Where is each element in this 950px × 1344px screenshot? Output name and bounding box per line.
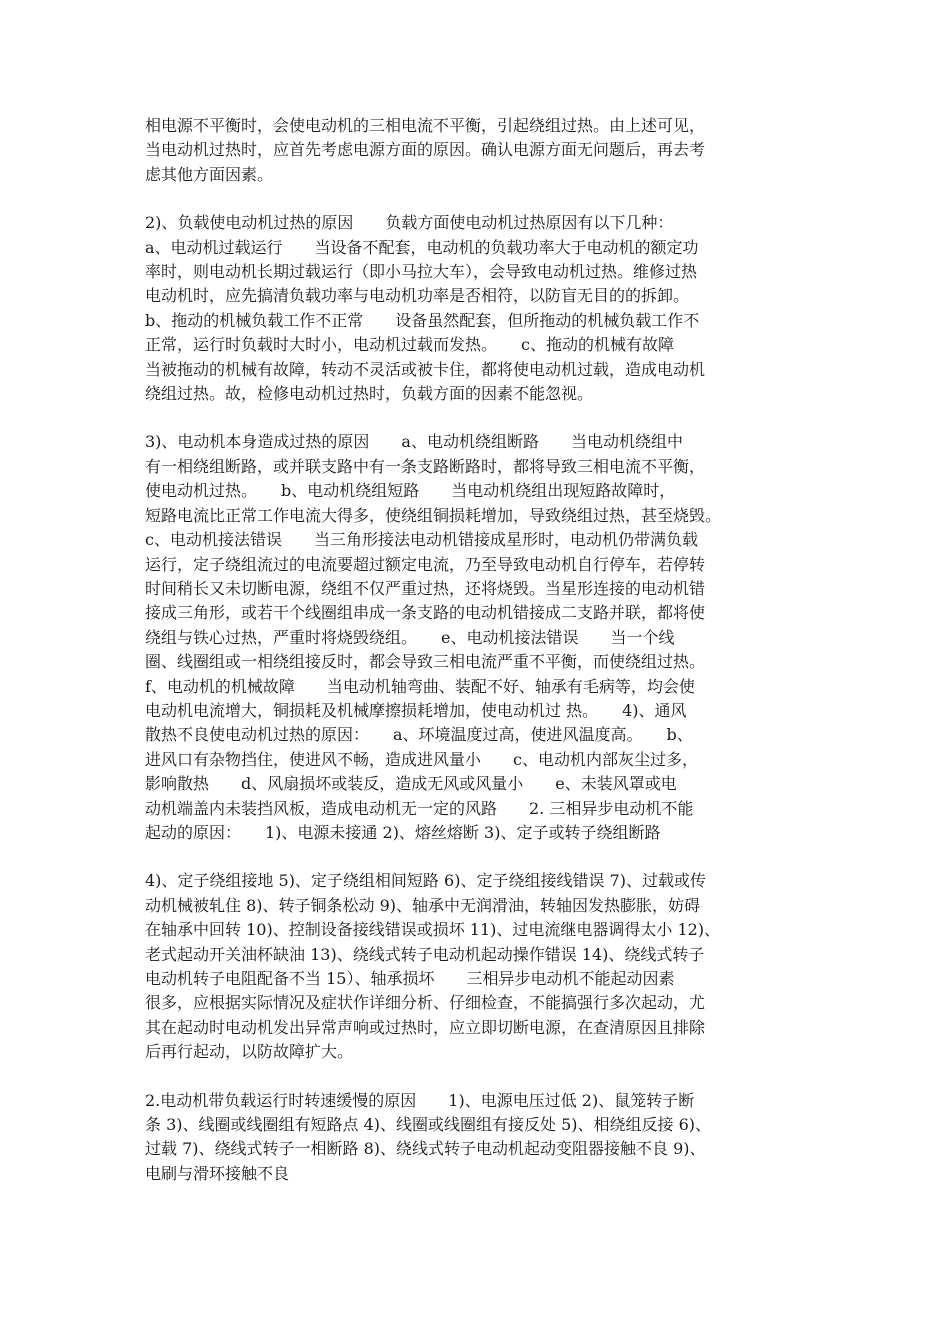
text-line: 绕组与铁心过热，严重时将烧毁绕组。 e、电动机接法错误 当一个线 bbox=[145, 627, 675, 647]
text-line: 3)、电动机本身造成过热的原因 a、电动机绕组断路 当电动机绕组中 bbox=[145, 432, 683, 452]
text-line: 后再行起动，以防故障扩大。 bbox=[145, 1042, 354, 1062]
text-line: 相电源不平衡时，会使电动机的三相电流不平衡，引起绕组过热。由上述可见， bbox=[145, 116, 706, 135]
text-line: 在轴承中回转 10)、控制设备接线错误或损坏 11)、过电流继电器调得太小 12)、 bbox=[145, 920, 721, 940]
text-line: 运行，定子绕组流过的电流要超过额定电流，乃至导致电动机自行停车，若停转 bbox=[145, 554, 706, 574]
text-line: 短路电流比正常工作电流大得多，使绕组铜损耗增加，导致绕组过热，甚至烧毁。 bbox=[145, 505, 722, 525]
text-line: b、拖动的机械负载工作不正常 设备虽然配套，但所拖动的机械负载工作不 bbox=[145, 310, 700, 330]
text-line: c、电动机接法错误 当三角形接法电动机错接成星形时，电动机仍带满负载 bbox=[145, 530, 698, 550]
text-line: 很多，应根据实际情况及症状作详细分析、仔细检查，不能搞强行多次起动，尤 bbox=[145, 993, 706, 1013]
paragraph-4 bbox=[145, 869, 809, 1064]
text-line: 时间稍长又未切断电源，绕组不仅严重过热，还将烧毁。当星形连接的电动机错 bbox=[145, 578, 706, 598]
text-line: 绕组过热。故，检修电动机过热时，负载方面的因素不能忽视。 bbox=[145, 384, 594, 404]
text-line: 其在起动时电动机发出异常声响或过热时，应立即切断电源，在查清原因且排除 bbox=[145, 1017, 706, 1037]
text-line: 起动的原因： 1)、电源未接通 2)、熔丝熔断 3)、定子或转子绕组断路 bbox=[145, 822, 661, 842]
text-line: 电动机电流增大，铜损耗及机械摩擦损耗增加，使电动机过 热。 4)、通风 bbox=[145, 700, 687, 720]
text-line: 2)、负载使电动机过热的原因 负载方面使电动机过热原因有以下几种： bbox=[145, 213, 674, 233]
text-line: 动机械被轧住 8)、转子铜条松动 9)、轴承中无润滑油，转轴因发热膨胀，妨碍 bbox=[145, 895, 701, 915]
text-line: f、电动机的机械故障 当电动机轴弯曲、装配不好、轴承有毛病等，均会使 bbox=[145, 676, 695, 696]
document-page bbox=[145, 114, 809, 1210]
text-line: 条 3)、线圈或线圈组有短路点 4)、线圈或线圈组有接反处 5)、相绕组反接 6)、 bbox=[145, 1115, 712, 1135]
text-line: 电动机时，应先搞清负载功率与电动机功率是否相符，以防盲无目的的拆卸。 bbox=[145, 286, 690, 306]
text-line: 2.电动机带负载运行时转速缓慢的原因 1)、电源电压过低 2)、鼠笼转子断 bbox=[145, 1090, 695, 1110]
text-line: 当被拖动的机械有故障，转动不灵活或被卡住，都将使电动机过载，造成电动机 bbox=[145, 359, 706, 379]
text-line: 当电动机过热时，应首先考虑电源方面的原因。确认电源方面无问题后，再去考 bbox=[145, 140, 706, 160]
text-line: 圈、线圈组或一相绕组接反时，都会导致三相电流严重不平衡，而使绕组过热。 bbox=[145, 652, 706, 672]
text-line: 使电动机过热。 b、电动机绕组短路 当电动机绕组出现短路故障时， bbox=[145, 481, 676, 501]
text-line: 动机端盖内未装挡风板，造成电动机无一定的风路 2. 三相异步电动机不能 bbox=[145, 798, 694, 818]
text-line: 率时，则电动机长期过载运行（即小马拉大车），会导致电动机过热。维修过热 bbox=[145, 262, 698, 282]
text-line: 影响散热 d、风扇损坏或装反，造成无风或风量小 e、未装风罩或电 bbox=[145, 774, 677, 794]
text-line: 过载 7)、绕线式转子一相断路 8)、绕线式转子电动机起动变阻器接触不良 9)、 bbox=[145, 1139, 706, 1159]
text-line: 有一相绕组断路，或并联支路中有一条支路断路时，都将导致三相电流不平衡， bbox=[145, 456, 706, 476]
text-line: 电刷与滑环接触不良 bbox=[145, 1163, 290, 1183]
paragraph-5 bbox=[145, 1089, 809, 1187]
paragraph-2 bbox=[145, 211, 809, 406]
text-line: 进风口有杂物挡住，使进风不畅，造成进风量小 c、电动机内部灰尘过多， bbox=[145, 749, 698, 769]
text-line: 接成三角形，或若干个线圈组串成一条支路的电动机错接成二支路并联，都将使 bbox=[145, 603, 706, 623]
text-line: 虑其他方面因素。 bbox=[145, 164, 274, 184]
text-line: 4)、定子绕组接地 5)、定子绕组相间短路 6)、定子绕组接线错误 7)、过载或传 bbox=[145, 871, 706, 891]
text-line: 散热不良使电动机过热的原因： a、环境温度过高，使进风温度高。 b、 bbox=[145, 725, 693, 745]
text-line: a、电动机过载运行 当设备不配套，电动机的负载功率大于电动机的额定功 bbox=[145, 237, 699, 257]
text-line: 电动机转子电阻配备不当 15）、轴承损坏 三相异步电动机不能起动因素 bbox=[145, 969, 675, 988]
text-line: 老式起动开关油杯缺油 13)、绕线式转子电动机起动操作错误 14)、绕线式转子 bbox=[145, 944, 705, 964]
text-line: 正常，运行时负载时大时小，电动机过载而发热。 c、拖动的机械有故障 bbox=[145, 335, 674, 355]
paragraph-3 bbox=[145, 430, 809, 845]
paragraph-1 bbox=[145, 114, 809, 187]
